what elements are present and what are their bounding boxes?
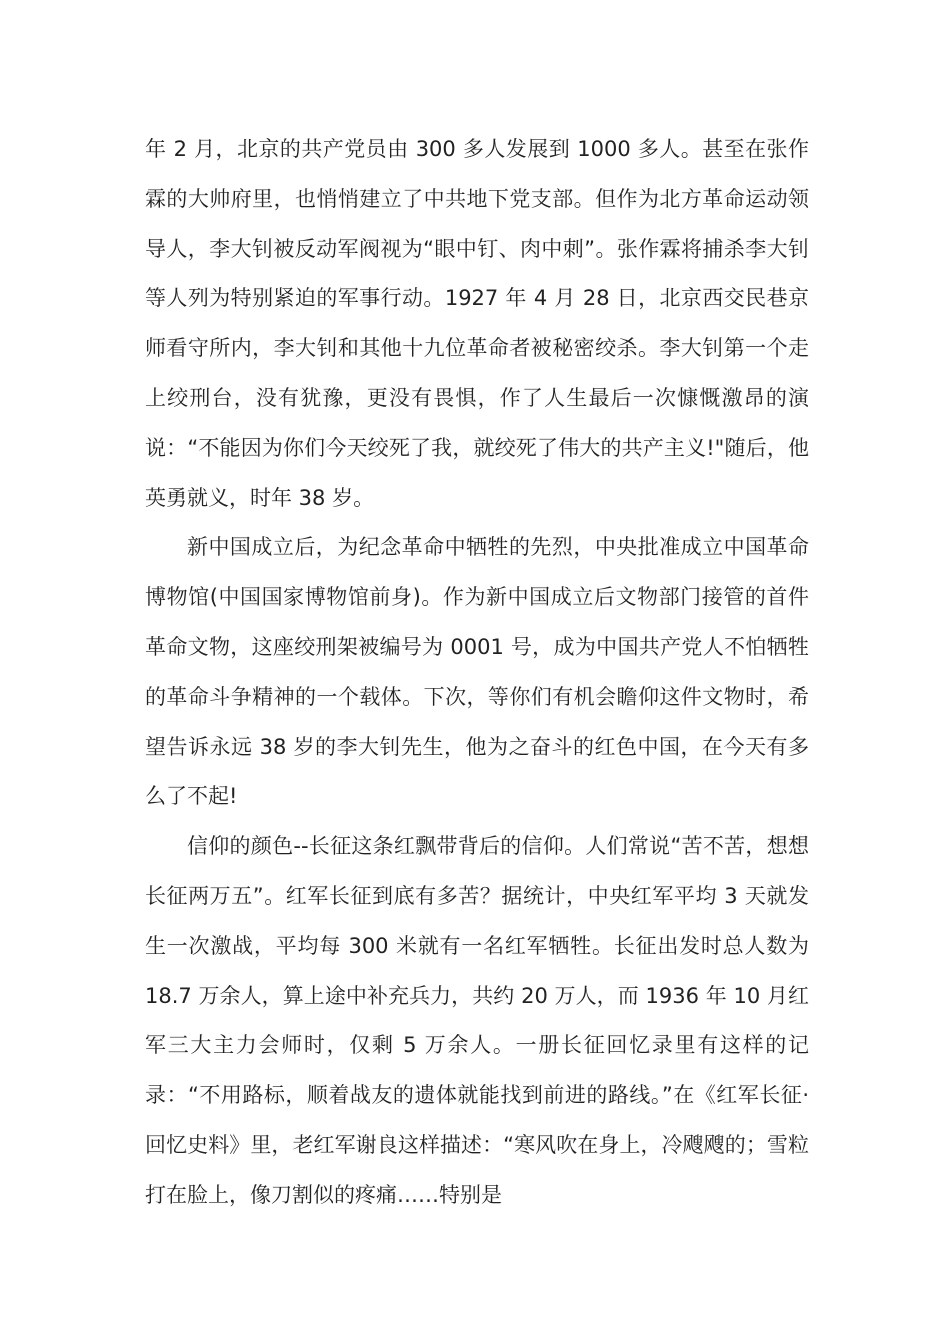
document-body bbox=[145, 125, 809, 1221]
paragraph-2: 新中国成立后，为纪念革命中牺牲的先烈，中央批准成立中国革命博物馆(中国国家博物馆前身)。作为新中国成立后文物部门接管的首件革命文物，这座绞刑架被编号为 0001 号，成为中国共产党人不怕牺牲的革命斗争精神的一个载体。下次，等你们有机会瞻仰这件文物时，希望告诉永远 38 岁的李大钊先生，他为之奋斗的红色中国，在今天有多么了不起! bbox=[145, 535, 809, 809]
paragraph-3: 信仰的颜色--长征这条红飘带背后的信仰。人们常说“苦不苦，想想长征两万五”。红军长征到底有多苦？据统计，中央红军平均 3 天就发生一次激战，平均每 300 米就有一名红军牺牲。长征出发时总人数为 18.7 万余人，算上途中补充兵力，共约 20 万人，而 1936 年 10 月红军三大主力会师时，仅剩 5 万余人。一册长征回忆录里有这样的记录：“不用路标，顺着战友的遗体就能找到前进的路线。”在《红军长征·回忆史料》里，老红军谢良这样描述：“寒风吹在身上，冷飕飕的；雪粒打在脸上，像刀割似的疼痛……特别是 bbox=[145, 834, 809, 1207]
paragraph-1: 年 2 月，北京的共产党员由 300 多人发展到 1000 多人。甚至在张作霖的大帅府里，也悄悄建立了中共地下党支部。但作为北方革命运动领导人，李大钊被反动军阀视为“眼中钉、肉中刺”。张作霖将捕杀李大钊等人列为特别紧迫的军事行动。1927 年 4 月 28 日，北京西交民巷京师看守所内，李大钊和其他十九位革命者被秘密绞杀。李大钊第一个走上绞刑台，没有犹豫，更没有畏惧，作了人生最后一次慷慨激昂的演说：“不能因为你们今天绞死了我，就绞死了伟大的共产主义!"随后，他英勇就义，时年 38 岁。 bbox=[145, 137, 809, 510]
